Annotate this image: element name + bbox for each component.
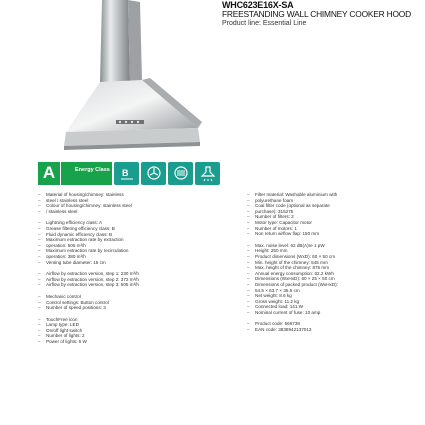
spec-text: Coal filter code (optional as separate xyxy=(255,203,330,209)
filter-icon xyxy=(168,162,193,185)
spec-text: Fluid dynamic efficiency class: B xyxy=(46,231,113,237)
spec-text: Connected load: 141 W xyxy=(255,304,304,310)
spec-text: Colour of housing/chimney: stainless steel xyxy=(46,203,132,209)
bullet-dash: – xyxy=(247,225,250,231)
bullet-dash: – xyxy=(247,242,250,248)
bullet-dash: – xyxy=(38,220,41,226)
bullet-dash: – xyxy=(38,322,41,328)
bullet-dash: – xyxy=(247,265,250,271)
spec-text: Max. height of the chimney: 875 mm xyxy=(255,265,330,271)
spec-text: Dimensions of packed product (WxHxD): xyxy=(255,281,338,287)
spec-text: Net weight: 8.6 kg xyxy=(255,293,292,299)
energy-class-label: Energy Class xyxy=(60,162,112,185)
spec-item xyxy=(38,209,213,215)
spec-text: operation: 505 m³/h xyxy=(46,242,86,248)
bullet-dash: – xyxy=(247,287,250,293)
bullet-dash: – xyxy=(38,253,41,259)
bullet-dash: – xyxy=(247,281,250,287)
spec-text: Airflow by extraction version, step 3: 505 m³/h xyxy=(46,282,139,288)
bullet-dash: – xyxy=(247,253,250,259)
cooker-hood-image xyxy=(40,0,210,155)
bullet-dash: – xyxy=(38,237,41,243)
bullet-dash: – xyxy=(38,203,41,209)
bullet-dash: – xyxy=(247,259,250,265)
spec-text: Material of housing/chimney: stainless xyxy=(46,192,124,197)
svg-text:B: B xyxy=(121,168,128,178)
bullet-dash: – xyxy=(38,259,41,265)
spec-text: Number of speed positions: 3 xyxy=(46,305,106,311)
energy-class-letter: A xyxy=(38,162,60,185)
bullet-dash: – xyxy=(247,327,250,333)
bullet-dash: – xyxy=(38,282,41,288)
spec-item xyxy=(247,231,422,237)
bullet-dash: – xyxy=(38,242,41,248)
spec-text: Max. noise level: 62 dB(A)re 1 pW xyxy=(255,242,325,248)
bullet-dash: – xyxy=(38,276,41,282)
energy-class-badge xyxy=(38,162,112,185)
bullet-dash: – xyxy=(247,208,250,214)
bullet-dash: – xyxy=(38,327,41,333)
spec-text: Number of lights: 2 xyxy=(46,333,85,339)
bullet-dash: – xyxy=(247,197,250,203)
hood-icon xyxy=(195,162,220,185)
specifications xyxy=(38,192,422,425)
spec-text: Product dimensions (WxD): 60 × 50 cm xyxy=(255,253,336,259)
spec-text: Min. height of the chimney: 545 mm xyxy=(255,259,328,265)
spec-text: Number of motors: 1 xyxy=(255,225,297,231)
bullet-dash: – xyxy=(247,293,250,299)
bullet-dash: – xyxy=(38,231,41,237)
spec-text: purchase): 315275 xyxy=(255,208,294,214)
bullet-dash: – xyxy=(247,214,250,220)
spec-text: Filter material: Washable aluminium with xyxy=(255,192,338,197)
bullet-dash: – xyxy=(247,276,250,282)
bullet-dash: – xyxy=(38,316,41,322)
fan-speed-icon xyxy=(141,162,166,185)
spec-text: Dimensions (WxHxD): 60 × 25 × 50 cm xyxy=(255,276,335,282)
spec-text: Maximum extraction rate by extraction xyxy=(46,237,124,243)
spec-text: Control settings: Button control xyxy=(46,299,109,305)
spec-text: Number of filters: 2 xyxy=(255,214,294,220)
spec-item xyxy=(38,339,213,345)
bullet-dash: – xyxy=(247,248,250,254)
spec-item xyxy=(38,282,213,288)
bullet-dash: – xyxy=(247,219,250,225)
bullet-dash: – xyxy=(247,304,250,310)
bullet-dash: – xyxy=(38,299,41,305)
bullet-dash: – xyxy=(38,197,41,203)
specs-left-column xyxy=(38,192,213,425)
spec-text: Annual energy consumption: 62.2 kWh xyxy=(255,270,334,276)
spec-text: Lightning efficiency class: A xyxy=(46,220,103,226)
spec-text: Height: 250 mm xyxy=(255,248,288,254)
bullet-dash: – xyxy=(247,203,250,209)
bullet-dash: – xyxy=(247,231,250,237)
spec-item xyxy=(247,327,422,333)
b-class-icon xyxy=(114,162,139,185)
spec-item xyxy=(38,305,213,311)
spec-text: polyurethane foam xyxy=(255,197,294,203)
spec-text: TouchFree icon xyxy=(46,316,78,322)
spec-text: Airflow by extraction version, step 1: 230 m³/h xyxy=(46,271,139,277)
spec-text: Grease filtering efficiency class: B xyxy=(46,225,115,231)
product-header xyxy=(222,0,422,29)
bullet-dash: – xyxy=(38,225,41,231)
bullet-dash: – xyxy=(247,298,250,304)
bullet-dash: – xyxy=(38,192,41,197)
product-name: FREESTANDING WALL CHIMNEY COOKER HOOD xyxy=(222,9,411,19)
specs-right-column xyxy=(247,192,422,425)
feature-icon-strip xyxy=(38,161,220,185)
product-top-section xyxy=(0,0,425,160)
spec-item xyxy=(247,310,422,316)
product-line: Product line: Essential Line xyxy=(222,20,307,27)
bullet-dash: – xyxy=(38,208,41,214)
bullet-dash: – xyxy=(38,248,41,254)
spec-text: operation: 380 m³/h xyxy=(46,253,86,259)
spec-text: steel / stainless steel xyxy=(46,197,89,203)
bullet-dash: – xyxy=(247,270,250,276)
spec-text: Power of lights: 6 W xyxy=(46,339,87,345)
spec-item xyxy=(38,260,213,266)
bullet-dash: – xyxy=(38,305,41,311)
spec-text: Product code: 566738 xyxy=(255,321,300,327)
spec-text: Venting tube diameter: 15 cm xyxy=(46,259,106,265)
bullet-dash: – xyxy=(38,339,41,345)
model-number: WHC623E16X-SA xyxy=(222,0,294,10)
spec-text: 54.5 × 63.7 × 35.5 cm xyxy=(255,287,300,293)
bullet-dash: – xyxy=(38,293,41,299)
spec-text: / stainless steel xyxy=(46,208,78,214)
bullet-dash: – xyxy=(247,309,250,315)
spec-text: Non return airflow flap: 150 mm xyxy=(255,231,320,237)
spec-text: Airflow by extraction version, step 2: 372 m³/h xyxy=(46,276,139,282)
spec-text: Nominal current of fuse: 10 amp xyxy=(255,309,321,315)
bullet-dash: – xyxy=(38,333,41,339)
bullet-dash: – xyxy=(38,271,41,277)
spec-text: Mechanic control xyxy=(46,293,81,299)
bullet-dash: – xyxy=(247,321,250,327)
spec-text: Motor type: Capacitor motor xyxy=(255,219,312,225)
spec-text: Gross weight: 11.2 kg xyxy=(255,298,300,304)
spec-text: Lamp type: LED xyxy=(46,322,79,328)
spec-text: Maximum extraction rate by recirculation xyxy=(46,248,129,254)
bullet-dash: – xyxy=(247,192,250,197)
spec-text: On/off light switch xyxy=(46,327,83,333)
spec-text: EAN code: 3838942137013 xyxy=(255,327,312,333)
